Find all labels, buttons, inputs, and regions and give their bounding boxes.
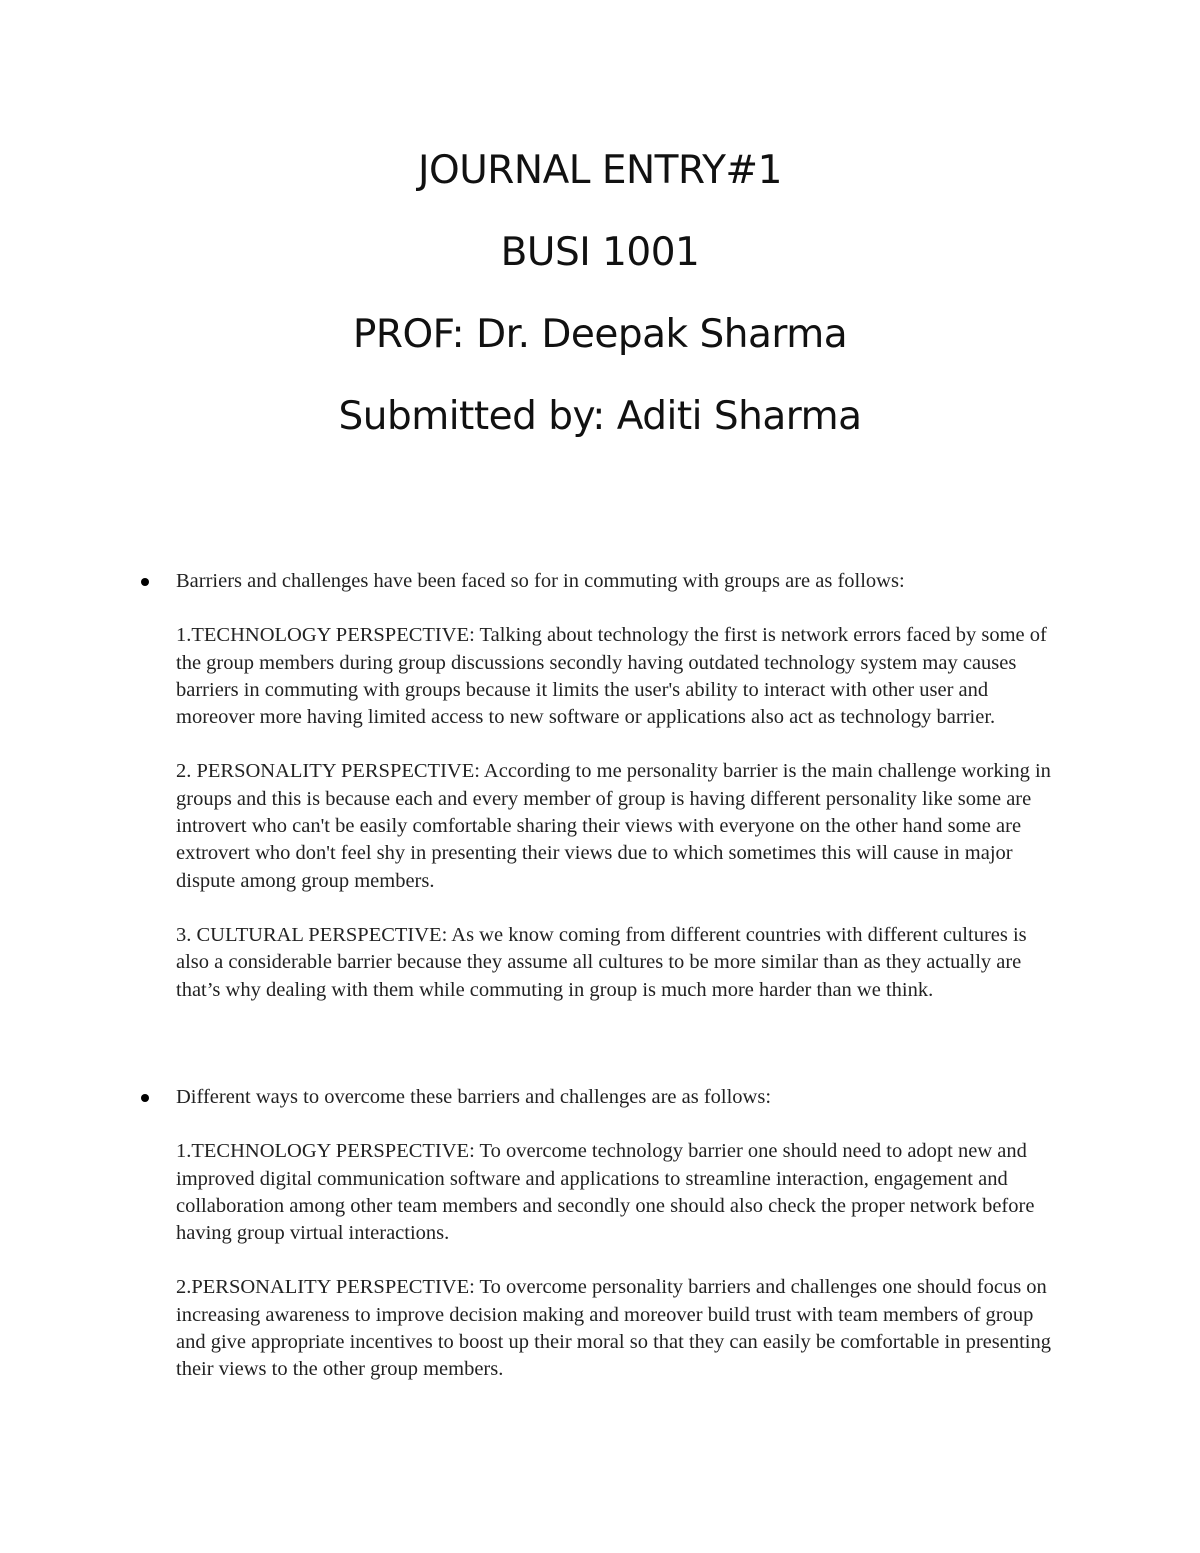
course-code: BUSI 1001 bbox=[500, 230, 700, 275]
bullet-item bbox=[139, 1084, 1059, 1111]
personality-barrier-paragraph: 2. PERSONALITY PERSPECTIVE: According to me personality barrier is the main challenge working in groups and this is because each and every member of group is having different personality like some are introvert who can't be easily comfortable sharing their views with everyone on the other hand some are extrovert who don't feel shy in presenting their views due to which sometimes this will cause in major dispute among group members. bbox=[176, 760, 1051, 892]
bullet-text: Barriers and challenges have been faced so for in commuting with groups are as follows: bbox=[176, 570, 905, 592]
technology-barrier-paragraph: 1.TECHNOLOGY PERSPECTIVE: Talking about technology the first is network errors faced by some of the group members during group discussions secondly having outdated technology system may causes barriers in commuting with groups because it limits the user's ability to interact with other user and moreover more having limited access to new software or applications also act as technology barrier. bbox=[176, 624, 1047, 729]
bullet-dot-icon bbox=[141, 1094, 149, 1102]
bullet-item bbox=[139, 568, 1059, 595]
cultural-barrier-paragraph: 3. CULTURAL PERSPECTIVE: As we know coming from different countries with different cultures is also a considerable barrier because they assume all cultures to be more similar than as they actually are that’s why dealing with them while commuting in group is much more harder than we think. bbox=[176, 923, 1027, 1001]
submitted-by: Submitted by: Aditi Sharma bbox=[338, 394, 862, 439]
title-block bbox=[0, 150, 1200, 478]
journal-entry-title: JOURNAL ENTRY#1 bbox=[418, 148, 782, 193]
barriers-section bbox=[139, 568, 1059, 1004]
professor-name: PROF: Dr. Deepak Sharma bbox=[352, 312, 848, 357]
personality-solution-paragraph: 2.PERSONALITY PERSPECTIVE: To overcome personality barriers and challenges one should focus on increasing awareness to improve decision making and moreover build trust with team members of group and give appropriate incentives to boost up their moral so that they can easily be comfortable in presenting their views to the other group members. bbox=[176, 1276, 1051, 1381]
bullet-dot-icon bbox=[141, 578, 149, 586]
solutions-section bbox=[139, 1084, 1059, 1384]
technology-solution-paragraph: 1.TECHNOLOGY PERSPECTIVE: To overcome technology barrier one should need to adopt new and improved digital communication software and applications to streamline interaction, engagement and collaboration among other team members and secondly one should also check the proper network before having group virtual interactions. bbox=[176, 1140, 1035, 1245]
bullet-text: Different ways to overcome these barriers and challenges are as follows: bbox=[176, 1086, 772, 1108]
